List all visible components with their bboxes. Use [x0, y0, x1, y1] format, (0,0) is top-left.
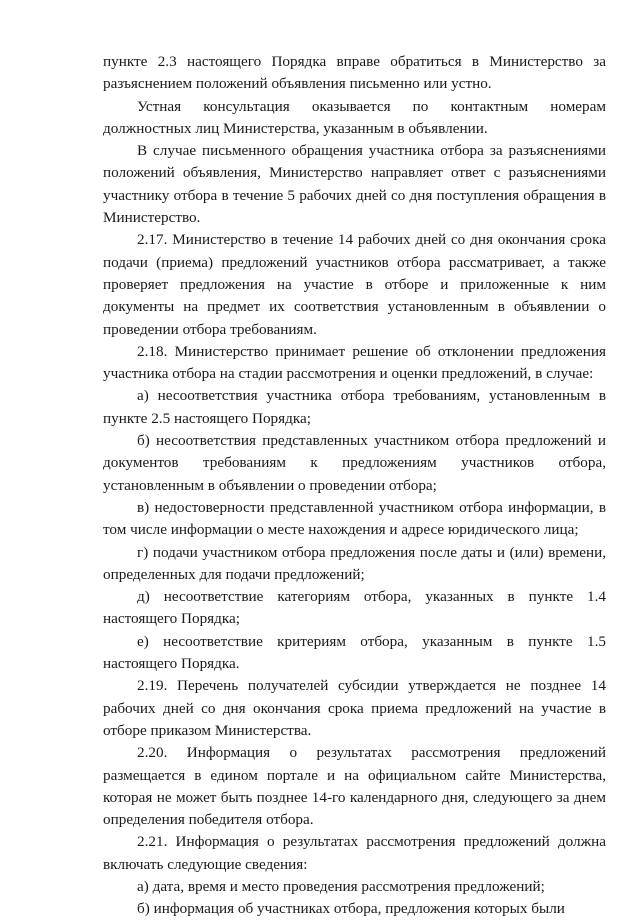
- paragraph-written-request: В случае письменного обращения участника отбора за разъяснениями положений объявления, Министерство направляет ответ с разъяснениями участнику отбора в течение 5 рабочих дней со дня поступления обращения в Министерство.: [103, 142, 606, 227]
- paragraph-2-21: 2.21. Информация о результатах рассмотрения предложений должна включать следующие сведения:: [103, 833, 606, 873]
- paragraph-continuation: пункте 2.3 настоящего Порядка вправе обратиться в Министерство за разъяснением положений объявления письменно или устно.: [103, 53, 606, 93]
- paragraph-2-19: 2.19. Перечень получателей субсидии утверждается не позднее 14 рабочих дней со дня окончания срока приема предложений на участие в отборе приказом Министерства.: [103, 677, 606, 739]
- list-item-2-21-a: а) дата, время и место проведения рассмотрения предложений;: [137, 877, 545, 895]
- paragraph-oral-consultation: Устная консультация оказывается по контактным номерам должностных лиц Министерства, указанным в объявлении.: [103, 97, 606, 137]
- list-item-2-18-b: б) несоответствия представленных участником отбора предложений и документов требованиям к предложениям участников отбора, установленным в объявлении о проведении отбора;: [103, 432, 606, 494]
- list-item-2-18-d: д) несоответствие категориям отбора, указанных в пункте 1.4 настоящего Порядка;: [103, 588, 606, 628]
- paragraph-2-18: 2.18. Министерство принимает решение об отклонении предложения участника отбора на стадии рассмотрения и оценки предложений, в случае:: [103, 342, 606, 383]
- list-item-2-18-a: а) несоответствия участника отбора требованиям, установленным в пункте 2.5 настоящего Порядка;: [103, 387, 606, 427]
- list-item-2-21-b: б) информация об участниках отбора, предложения которых были: [137, 900, 565, 918]
- paragraph-2-17: 2.17. Министерство в течение 14 рабочих дней со дня окончания срока подачи (приема) предложений участников отбора рассматривает, а также проверяет предложения на участие в отборе и приложенные к ним документы на предмет их соответствия установленным в объявлении о проведении отбора требованиям.: [103, 231, 606, 338]
- paragraph-2-20: 2.20. Информация о результатах рассмотрения предложений размещается в едином портале и на официальном сайте Министерства, которая не может быть позднее 14-го календарного дня, следующего за днем определения победителя отбора.: [103, 744, 606, 829]
- list-item-2-18-v: в) недостоверности представленной участником отбора информации, в том числе информации о месте нахождения и адресе юридического лица;: [103, 498, 606, 539]
- document-body: [103, 51, 606, 921]
- list-item-2-18-e: е) несоответствие критериям отбора, указанным в пункте 1.5 настоящего Порядка.: [103, 632, 606, 673]
- list-item-2-18-g: г) подачи участником отбора предложения после даты и (или) времени, определенных для подачи предложений;: [103, 543, 606, 583]
